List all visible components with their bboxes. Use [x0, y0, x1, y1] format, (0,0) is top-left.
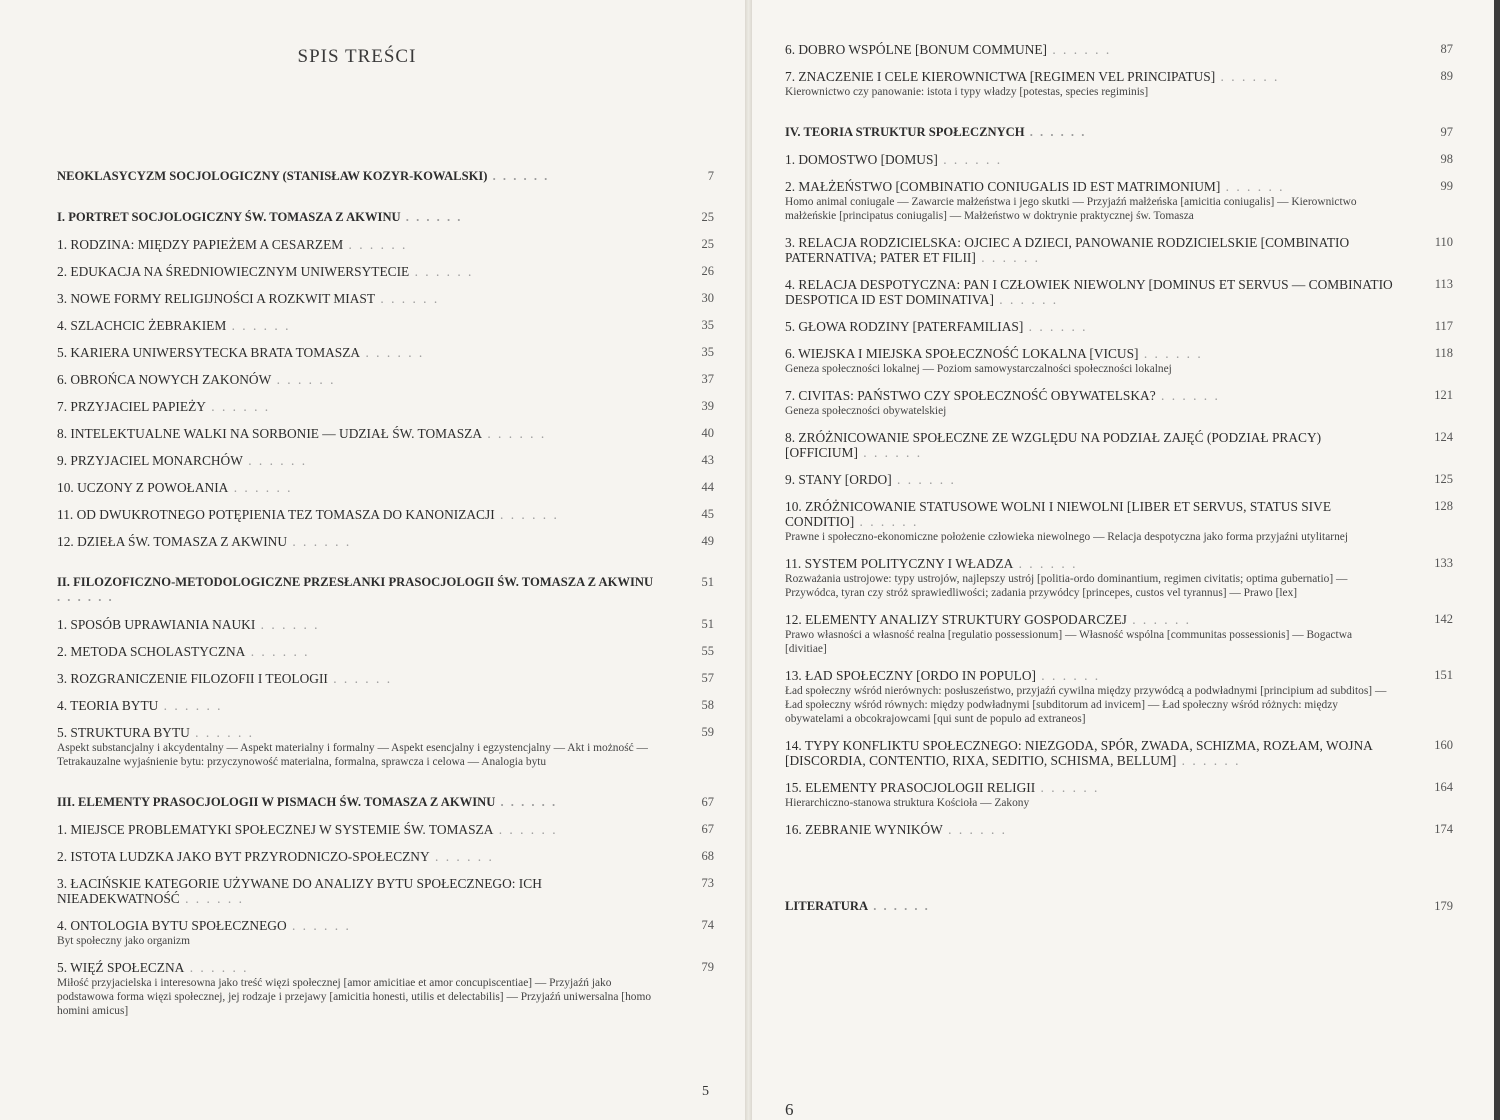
toc-entry: [57, 372, 714, 387]
leader-dots: . . . . . .: [1126, 612, 1192, 627]
toc-part-entry: [785, 125, 1453, 140]
toc-entry-page: 45: [701, 507, 714, 521]
toc-entry: [785, 152, 1453, 167]
toc-entry: [785, 69, 1453, 99]
leader-dots: . . . . . .: [228, 480, 293, 495]
toc-entry: [57, 426, 714, 441]
toc-entry-title: 5. KARIERA UNIWERSYTECKA BRATA TOMASZA . . . . . .: [57, 345, 425, 360]
toc-entry: [785, 388, 1453, 418]
leader-dots: . . . . . .: [189, 725, 254, 740]
toc-entry: [57, 507, 714, 522]
toc-entry: [57, 291, 714, 306]
toc-entry-page: 7: [707, 169, 714, 183]
toc-entry-title: 5. WIĘŹ SPOŁECZNA . . . . . .: [57, 960, 249, 975]
toc-entry: [785, 319, 1453, 334]
toc-entry-title: 3. RELACJA RODZICIELSKA: OJCIEC A DZIECI, PANOWANIE RODZICIELSKIE [COMBINATIO PATERNATIVA; PATER ET FILII] . . . . . .: [785, 235, 1350, 265]
leader-dots: . . . . . .: [184, 960, 249, 975]
leader-dots: . . . . . .: [400, 210, 463, 224]
toc-entry-title: 3. ŁACIŃSKIE KATEGORIE UŻYWANE DO ANALIZY BYTU SPOŁECZNEGO: ICH NIEADEKWATNOŚĆ . . . . . .: [57, 876, 542, 906]
page-edge: [1494, 0, 1500, 1120]
toc-entry: [57, 237, 714, 252]
toc-entry-page: 121: [1434, 388, 1453, 402]
toc-entry: [57, 453, 714, 468]
leader-dots: . . . . . .: [158, 698, 223, 713]
leader-dots: . . . . . .: [343, 237, 408, 252]
toc-entry-subtopics: Byt społeczny jako organizm: [57, 935, 190, 947]
toc-entry-subtopics: Homo animal coniugale — Zawarcie małżeństwa i jego skutki — Przyjaźń małżeńska [amicitia coniugalis] — Kierownictwo małżeńskie [principatus coniugalis] — Małżeństwo w doktrynie praktycznej św. Tomasza: [785, 196, 1357, 222]
leader-dots: . . . . . .: [487, 169, 550, 183]
toc-entry-title: 5. GŁOWA RODZINY [PATERFAMILIAS] . . . . . .: [785, 319, 1088, 334]
toc-entry: [57, 849, 714, 864]
toc-entry-title: 9. STANY [ORDO] . . . . . .: [785, 472, 956, 487]
toc-entry-title: 11. OD DWUKROTNEGO POTĘPIENIA TEZ TOMASZA DO KANONIZACJI . . . . . .: [57, 507, 559, 522]
toc-entry-page: 37: [701, 372, 714, 386]
toc-entry-page: 99: [1440, 179, 1453, 193]
toc-entry-title: 7. CIVITAS: PAŃSTWO CZY SPOŁECZNOŚĆ OBYWATELSKA? . . . . . .: [785, 388, 1220, 403]
leader-dots: . . . . . .: [993, 292, 1059, 307]
toc-entry-title: 1. RODZINA: MIĘDZY PAPIEŻEM A CESARZEM . . . . . .: [57, 237, 408, 252]
toc-entry-page: 67: [701, 795, 714, 809]
toc-entry-page: 25: [701, 237, 714, 251]
toc-entry-subtopics: Prawo własności a własność realna [regulatio possessionum] — Własność wspólna [communitas possessionis] — Bogactwa [divitiae]: [785, 629, 1353, 655]
toc-entry: [785, 472, 1453, 487]
toc-entry-page: 59: [701, 725, 714, 739]
leader-dots: . . . . . .: [255, 617, 320, 632]
toc-right-column: [785, 42, 1453, 926]
toc-entry-title: 16. ZEBRANIE WYNIKÓW . . . . . .: [785, 822, 1007, 837]
toc-part-entry: [57, 210, 714, 225]
toc-entry: [57, 534, 714, 549]
leader-dots: . . . . . .: [1155, 388, 1220, 403]
leader-dots: . . . . . .: [891, 472, 956, 487]
toc-entry-title: 5. STRUKTURA BYTU . . . . . .: [57, 725, 254, 740]
book-gutter: [745, 0, 752, 1120]
leader-dots: . . . . . .: [327, 671, 393, 686]
toc-entry-title: 4. SZLACHCIC ŻEBRAKIEM . . . . . .: [57, 318, 291, 333]
toc-entry: [785, 42, 1453, 57]
toc-entry-page: 30: [701, 291, 714, 305]
toc-entry-subtopics: Rozważania ustrojowe: typy ustrojów, najlepszy ustrój [politia-ordo dominantium, regimen civitatis; optima gubernatio] — Przywódca, tyran czy stróż sprawiedliwości; zadania przywódcy [princepes, custos vel tyrannus] — Prawo [lex]: [785, 573, 1348, 599]
leader-dots: . . . . . .: [360, 345, 425, 360]
toc-entry-title: 6. DOBRO WSPÓLNE [BONUM COMMUNE] . . . . . .: [785, 42, 1112, 57]
toc-entry: [57, 399, 714, 414]
toc-entry-title: 2. MAŁŻEŃSTWO [COMBINATIO CONIUGALIS ID EST MATRIMONIUM] . . . . . .: [785, 179, 1285, 194]
toc-entry-page: 113: [1434, 277, 1453, 291]
toc-entry-page: 98: [1440, 152, 1453, 166]
page-number-left: 5: [702, 1084, 709, 1099]
toc-entry: [785, 179, 1453, 223]
toc-entry: [785, 668, 1453, 726]
leader-dots: . . . . . .: [1035, 780, 1100, 795]
toc-entry-page: 151: [1434, 668, 1453, 682]
toc-part-entry: [785, 899, 1453, 914]
toc-entry-page: 55: [701, 644, 714, 658]
leader-dots: . . . . . .: [375, 291, 440, 306]
toc-entry-page: 125: [1434, 472, 1453, 486]
leader-dots: . . . . . .: [1220, 179, 1285, 194]
leader-dots: . . . . . .: [495, 795, 558, 809]
toc-entry-page: 35: [701, 345, 714, 359]
toc-entry-page: 97: [1440, 125, 1453, 139]
toc-entry: [57, 876, 714, 906]
toc-entry-subtopics: Geneza społeczności lokalnej — Poziom samowystarczalności społeczności lokalnej: [785, 363, 1172, 375]
leader-dots: . . . . . .: [1176, 753, 1241, 768]
toc-entry-page: 67: [701, 822, 714, 836]
toc-entry: [57, 960, 714, 1018]
toc-entry-page: 58: [701, 698, 714, 712]
toc-entry-page: 74: [701, 918, 714, 932]
toc-entry-title: 4. RELACJA DESPOTYCZNA: PAN I CZŁOWIEK NIEWOLNY [DOMINUS ET SERVUS — COMBINATIO DESPOTICA ID EST DOMINATIVA] . . . . . .: [785, 277, 1393, 307]
toc-entry-title: LITERATURA . . . . . .: [785, 899, 930, 913]
leader-dots: . . . . . .: [226, 318, 291, 333]
toc-entry-title: 8. INTELEKTUALNE WALKI NA SORBONIE — UDZIAŁ ŚW. TOMASZA . . . . . .: [57, 426, 547, 441]
leader-dots: . . . . . .: [1215, 69, 1280, 84]
leader-dots: . . . . . .: [429, 849, 494, 864]
toc-entry-title: 11. SYSTEM POLITYCZNY I WŁADZA . . . . . .: [785, 556, 1078, 571]
toc-entry-subtopics: Prawne i społeczno-ekonomiczne położenie człowieka niewolnego — Relacja despotyczna jako forma przyjaźni utylitarnej: [785, 531, 1348, 543]
toc-entry: [57, 480, 714, 495]
toc-entry-title: 9. PRZYJACIEL MONARCHÓW . . . . . .: [57, 453, 308, 468]
toc-entry-title: 2. ISTOTA LUDZKA JAKO BYT PRZYRODNICZO-SPOŁECZNY . . . . . .: [57, 849, 494, 864]
toc-entry-title: 2. EDUKACJA NA ŚREDNIOWIECZNYM UNIWERSYTECIE . . . . . .: [57, 264, 474, 279]
toc-entry-title: 7. PRZYJACIEL PAPIEŻY . . . . . .: [57, 399, 271, 414]
toc-entry-subtopics: Geneza społeczności obywatelskiej: [785, 405, 947, 417]
leader-dots: . . . . . .: [1023, 319, 1088, 334]
toc-entry-page: 128: [1434, 499, 1453, 513]
toc-entry: [785, 738, 1453, 768]
leader-dots: . . . . . .: [1035, 668, 1101, 683]
toc-entry-title: 4. ONTOLOGIA BYTU SPOŁECZNEGO . . . . . .: [57, 918, 351, 933]
toc-entry: [785, 346, 1453, 376]
leader-dots: . . . . . .: [942, 822, 1007, 837]
toc-entry-title: 6. WIEJSKA I MIEJSKA SPOŁECZNOŚĆ LOKALNA [VICUS] . . . . . .: [785, 346, 1203, 361]
toc-entry-title: I. PORTRET SOCJOLOGICZNY ŚW. TOMASZA Z AKWINU . . . . . .: [57, 210, 463, 224]
toc-entry-title: 8. ZRÓŻNICOWANIE SPOŁECZNE ZE WZGLĘDU NA PODZIAŁ ZAJĘĆ (PODZIAŁ PRACY) [OFFICIUM] . . . . . .: [785, 430, 1322, 460]
toc-entry-page: 73: [701, 876, 714, 890]
leader-dots: . . . . . .: [1138, 346, 1203, 361]
toc-entry: [785, 612, 1453, 656]
toc-entry-page: 89: [1440, 69, 1453, 83]
toc-entry-page: 133: [1434, 556, 1453, 570]
toc-entry-page: 51: [701, 575, 714, 589]
toc-entry-title: 1. DOMOSTWO [DOMUS] . . . . . .: [785, 152, 1003, 167]
toc-entry: [785, 822, 1453, 837]
toc-entry: [785, 556, 1453, 600]
toc-entry-page: 118: [1434, 346, 1453, 360]
toc-entry-page: 164: [1434, 780, 1453, 794]
toc-entry-page: 44: [701, 480, 714, 494]
toc-entry-title: 3. ROZGRANICZENIE FILOZOFII I TEOLOGII . . . . . .: [57, 671, 393, 686]
toc-entry: [57, 264, 714, 279]
toc-entry-title: III. ELEMENTY PRASOCJOLOGII W PISMACH ŚW. TOMASZA Z AKWINU . . . . . .: [57, 795, 558, 809]
toc-entry-subtopics: Ład społeczny wśród nierównych: posłuszeństwo, przyjaźń cywilna między przywódcą a podwładnymi [principium ad subditos] — Ład społeczny wśród równych: między podwładnymi [subditorum ad invicem] — Ład społeczny wśród różnych: między obywatelami a obcokrajowcami [qui sunt de populo ad extraneos]: [785, 685, 1387, 725]
toc-entry-title: 12. ELEMENTY ANALIZY STRUKTURY GOSPODARCZEJ . . . . . .: [785, 612, 1192, 627]
toc-entry-page: 35: [701, 318, 714, 332]
page-number-right: 6: [785, 1100, 794, 1119]
toc-entry-subtopics: Miłość przyjacielska i interesowna jako treść więzi społecznej [amor amicitiae et amor concupiscentiae] — Przyjaźń jako podstawowa forma więzi społecznej, jej rodzaje i przejawy [amicitia honesti, utilis et delectabilis] — Przyjaźń uniwersalna [homo homini amicus]: [57, 977, 652, 1017]
toc-entry-page: 110: [1434, 235, 1453, 249]
toc-left-column: [57, 169, 714, 1030]
toc-entry: [57, 822, 714, 837]
toc-entry-title: 12. DZIEŁA ŚW. TOMASZA Z AKWINU . . . . . .: [57, 534, 352, 549]
leader-dots: . . . . . .: [857, 445, 923, 460]
toc-entry: [785, 235, 1453, 265]
leader-dots: . . . . . .: [1047, 42, 1112, 57]
leader-dots: . . . . . .: [271, 372, 336, 387]
leader-dots: . . . . . .: [493, 822, 558, 837]
toc-entry-title: 14. TYPY KONFLIKTU SPOŁECZNEGO: NIEZGODA, SPÓR, ZWADA, SCHIZMA, ROZŁAM, WOJNA [DISCORDIA, CONTENTIO, RIXA, SEDITIO, SCHISMA, BELLUM] . . . . . .: [785, 738, 1373, 768]
leader-dots: . . . . . .: [482, 426, 547, 441]
toc-entry-title: 15. ELEMENTY PRASOCJOLOGII RELIGII . . . . . .: [785, 780, 1100, 795]
toc-entry: [57, 698, 714, 713]
toc-entry-title: 10. UCZONY Z POWOŁANIA . . . . . .: [57, 480, 293, 495]
toc-entry-title: IV. TEORIA STRUKTUR SPOŁECZNYCH . . . . . .: [785, 125, 1087, 139]
leader-dots: . . . . . .: [494, 507, 559, 522]
toc-entry: [785, 780, 1453, 810]
toc-entry: [57, 318, 714, 333]
leader-dots: . . . . . .: [868, 899, 930, 913]
toc-entry-page: 25: [701, 210, 714, 224]
toc-entry-page: 39: [701, 399, 714, 413]
toc-entry: [57, 671, 714, 686]
toc-entry-title: 1. SPOSÓB UPRAWIANIA NAUKI . . . . . .: [57, 617, 320, 632]
leader-dots: . . . . . .: [205, 399, 271, 414]
toc-entry-page: 174: [1434, 822, 1453, 836]
toc-entry-title: II. FILOZOFICZNO-METODOLOGICZNE PRZESŁANKI PRASOCJOLOGII ŚW. TOMASZA Z AKWINU . . . . . .: [57, 575, 654, 604]
toc-entry-page: 79: [701, 960, 714, 974]
toc-entry-page: 160: [1434, 738, 1453, 752]
toc-part-entry: [57, 575, 714, 605]
toc-entry-subtopics: Kierownictwo czy panowanie: istota i typy władzy [potestas, species regiminis]: [785, 86, 1149, 98]
toc-entry: [57, 345, 714, 360]
leader-dots: . . . . . .: [179, 891, 244, 906]
leader-dots: . . . . . .: [245, 644, 310, 659]
left-page: [0, 0, 745, 1120]
toc-entry-page: 49: [701, 534, 714, 548]
toc-entry-page: 117: [1434, 319, 1453, 333]
toc-entry-subtopics: Hierarchiczno-stanowa struktura Kościoła — Zakony: [785, 797, 1030, 809]
toc-entry-title: 6. OBROŃCA NOWYCH ZAKONÓW . . . . . .: [57, 372, 336, 387]
toc-entry-page: 57: [701, 671, 714, 685]
toc-entry-page: 68: [701, 849, 714, 863]
toc-entry-page: 43: [701, 453, 714, 467]
toc-entry-subtopics: Aspekt substancjalny i akcydentalny — Aspekt materialny i formalny — Aspekt esencjalny i egzystencjalny — Akt i możność — Tetrakauzalne wyjaśnienie bytu: przyczynowość materialna, formalna, sprawcza i celowa — Analogia bytu: [57, 742, 648, 768]
toc-entry-page: 26: [701, 264, 714, 278]
leader-dots: . . . . . .: [409, 264, 474, 279]
toc-entry: [57, 725, 714, 769]
toc-entry-page: 124: [1434, 430, 1453, 444]
toc-entry: [57, 644, 714, 659]
toc-entry-title: 3. NOWE FORMY RELIGIJNOŚCI A ROZKWIT MIAST . . . . . .: [57, 291, 440, 306]
leader-dots: . . . . . .: [854, 514, 919, 529]
page-title: SPIS TREŚCI: [297, 46, 417, 67]
toc-entry-page: 179: [1434, 899, 1453, 913]
toc-entry-title: 1. MIEJSCE PROBLEMATYKI SPOŁECZNEJ W SYSTEMIE ŚW. TOMASZA . . . . . .: [57, 822, 558, 837]
right-page: [752, 0, 1500, 1120]
toc-entry-title: 13. ŁAD SPOŁECZNY [ORDO IN POPULO] . . . . . .: [785, 668, 1101, 683]
leader-dots: . . . . . .: [286, 918, 351, 933]
leader-dots: . . . . . .: [1024, 125, 1087, 139]
leader-dots: . . . . . .: [937, 152, 1003, 167]
toc-entry: [57, 918, 714, 948]
leader-dots: . . . . . .: [242, 453, 308, 468]
toc-entry: [57, 617, 714, 632]
toc-part-entry: [57, 795, 714, 810]
toc-entry-page: 51: [701, 617, 714, 631]
leader-dots: . . . . . .: [57, 590, 114, 604]
toc-entry-page: 142: [1434, 612, 1453, 626]
toc-entry-title: 2. METODA SCHOLASTYCZNA . . . . . .: [57, 644, 310, 659]
toc-entry-title: NEOKLASYCYZM SOCJOLOGICZNY (STANISŁAW KOZYR-KOWALSKI) . . . . . .: [57, 169, 550, 183]
leader-dots: . . . . . .: [975, 250, 1041, 265]
toc-entry-title: 4. TEORIA BYTU . . . . . .: [57, 698, 223, 713]
toc-part-entry: [57, 169, 714, 184]
leader-dots: . . . . . .: [287, 534, 352, 549]
toc-entry: [785, 499, 1453, 544]
toc-entry: [785, 430, 1453, 460]
toc-entry-page: 87: [1440, 42, 1453, 56]
toc-entry-title: 7. ZNACZENIE I CELE KIEROWNICTWA [REGIMEN VEL PRINCIPATUS] . . . . . .: [785, 69, 1280, 84]
toc-entry: [785, 277, 1453, 307]
leader-dots: . . . . . .: [1013, 556, 1078, 571]
toc-entry-page: 40: [701, 426, 714, 440]
toc-entry-title: 10. ZRÓŻNICOWANIE STATUSOWE WOLNI I NIEWOLNI [LIBER ET SERVUS, STATUS SIVE CONDITIO] . . . . . .: [785, 499, 1331, 529]
